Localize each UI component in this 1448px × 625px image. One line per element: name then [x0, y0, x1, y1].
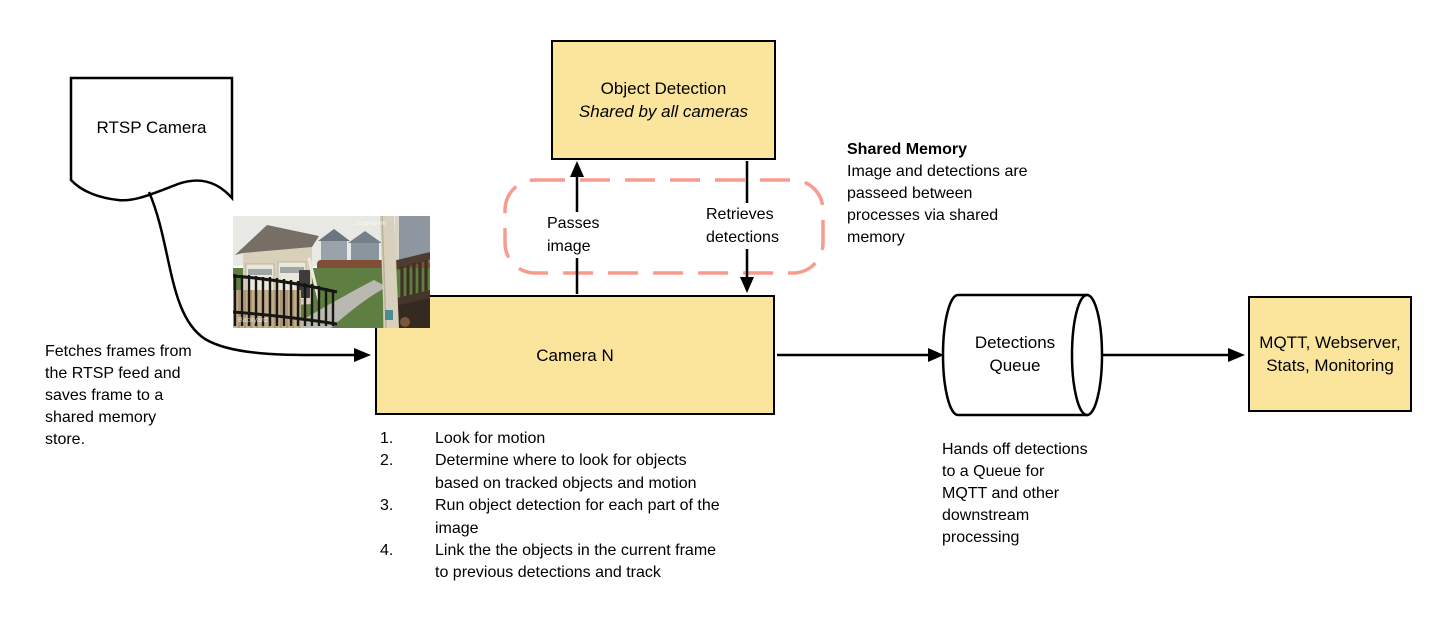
retrieves-detections-line1: Retrieves: [704, 203, 776, 226]
snapshot-watermark: Backyard: [238, 317, 268, 324]
camera-step-text: to previous detections and track: [435, 564, 661, 582]
object-detection-title: Object Detection: [600, 79, 727, 98]
fetch-note: [45, 341, 192, 451]
camera-step-text: Determine where to look for objects: [435, 452, 687, 470]
queue-note-line: Hands off detections: [942, 441, 1088, 458]
camera-step: [380, 495, 795, 540]
rtsp-camera-label: RTSP Camera: [96, 118, 207, 137]
camera-step-number: 3.: [380, 497, 394, 515]
camera-n-label: Camera N: [536, 345, 614, 365]
camera-step-text: Look for motion: [435, 430, 546, 447]
shared-memory-note-line: memory: [847, 229, 905, 246]
camera-step-number: 4.: [380, 542, 394, 560]
camera-step-text: Run object detection for each part of the: [435, 497, 720, 515]
shared-memory-note-title: Shared Memory: [847, 141, 968, 158]
queue-note-line: processing: [942, 529, 1020, 546]
queue-note-line: MQTT and other: [942, 485, 1060, 502]
camera-steps-list: [380, 428, 795, 585]
camera-snapshot-image: [233, 216, 430, 328]
queue-to-outputs-arrowhead-icon: [1228, 348, 1245, 362]
shared-memory-note-line: Image and detections are: [847, 163, 1028, 180]
object-detection-subtitle: Shared by all cameras: [578, 102, 749, 121]
queue-note-line: to a Queue for: [942, 463, 1045, 480]
outputs-label-line2: Stats, Monitoring: [1266, 356, 1394, 375]
passes-image-line1: Passes: [545, 212, 601, 235]
frame-arrowhead-icon: [354, 348, 371, 362]
retrieves-detections-label: [704, 203, 781, 249]
shared-memory-note-line: processes via shared: [847, 207, 999, 224]
snapshot-timestamp: 2019-02-06: [355, 221, 386, 227]
queue-note: [942, 439, 1088, 549]
detections-queue-line2: Queue: [989, 356, 1041, 375]
object-detection-box: [551, 40, 776, 160]
outputs-label-line1: MQTT, Webserver,: [1259, 333, 1401, 352]
camera-step-text: Link the the objects in the current frame: [435, 542, 717, 560]
camera-step: [380, 540, 795, 585]
rtsp-camera-shape: [71, 78, 232, 200]
camera-step-text: based on tracked objects and motion: [435, 474, 697, 492]
passes-image-line2: image: [545, 235, 593, 258]
camera-to-queue-arrowhead-icon: [928, 348, 944, 362]
retrieves-detections-arrowhead-icon: [740, 277, 754, 293]
queue-note-line: downstream: [942, 507, 1030, 524]
outputs-box: [1248, 296, 1412, 412]
fetch-note-line: saves frame to a: [45, 387, 164, 404]
fetch-note-line: Fetches frames from: [45, 343, 192, 360]
camera-step: [380, 428, 795, 450]
retrieves-detections-line2: detections: [704, 226, 781, 249]
camera-n-box: [375, 295, 775, 415]
passes-image-label: [545, 212, 601, 258]
fetch-note-line: the RTSP feed and: [45, 365, 181, 382]
passes-image-arrowhead-icon: [570, 161, 584, 177]
fetch-note-line: store.: [45, 431, 86, 448]
camera-step-text: image: [435, 519, 479, 537]
fetch-note-line: shared memory: [45, 409, 157, 426]
camera-step-number: 1.: [380, 430, 394, 447]
shared-memory-note: [847, 139, 1028, 249]
camera-step: [380, 450, 795, 495]
camera-step-number: 2.: [380, 452, 394, 470]
detections-queue-line1: Detections: [974, 333, 1056, 352]
shared-memory-note-line: passeed between: [847, 185, 973, 202]
detections-queue-label: [950, 331, 1080, 377]
